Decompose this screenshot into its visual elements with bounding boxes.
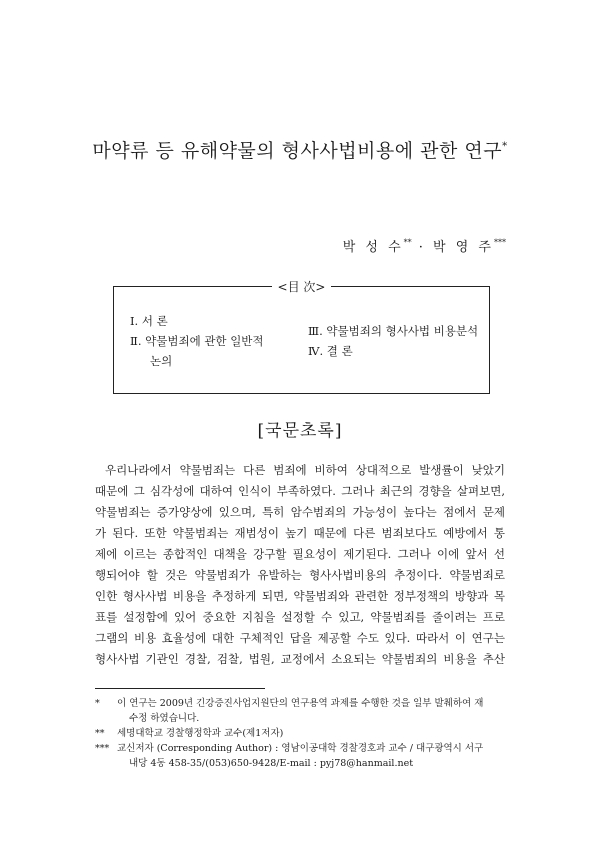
footnote-mark: *** (95, 743, 110, 754)
footnote-2 (95, 726, 515, 741)
abstract-line: 약물범죄는 증가양상에 있으며, 특히 암수범죄의 가능성이 높다는 점에서 문제 (95, 505, 505, 519)
toc-item-3: Ⅲ. 약물범죄의 형사사법 비용분석 (308, 324, 479, 338)
toc-item-4: Ⅳ. 결 론 (308, 344, 353, 358)
footnote-text: 이 연구는 2009년 긴강증진사업지원단의 연구용역 과제를 수행한 것을 일부 발췌하여 재 (117, 698, 484, 709)
abstract-line: 때문에 그 심각성에 대하여 인식이 부족하였다. 그러나 최근의 경향을 살펴보면, (95, 484, 505, 498)
abstract-line: 가 된다. 또한 약물범죄는 재범성이 높기 때문에 다른 범죄보다도 예방에서 통 (95, 526, 505, 540)
author-2-mark: *** (494, 238, 506, 247)
abstract-line: 형사사법 기관인 경찰, 검찰, 법원, 교정에서 소요되는 약물범죄의 비용을 추산 (95, 652, 505, 666)
footnote-text-cont: 내당 4동 458-35/(053)650-9428/E-mail : pyj78@hanmail.net (129, 758, 414, 769)
footnote-text: 교신저자 (Corresponding Author) : 영남이공대학 경찰경호과 교수 / 대구광역시 서구 (117, 743, 484, 754)
title-text: 마약류 등 유해약물의 형사사법비용에 관한 연구 (92, 140, 503, 162)
author-1: 박 성 수 (342, 240, 404, 255)
toc-item-2: Ⅱ. 약물범죄에 관한 일반적 (130, 334, 264, 348)
toc-heading (114, 278, 489, 295)
toc-item-2-cont: 논의 (150, 354, 173, 368)
abstract-line: 행되어야 할 것은 약물범죄가 유발하는 형사사법비용의 추정이다. 약물범죄로 (95, 568, 505, 582)
footnote-3 (95, 741, 515, 771)
abstract-line: 그램의 비용 효율성에 대한 구체적인 답을 제공할 수도 있다. 따라서 이 연구는 (95, 631, 505, 645)
footnote-1 (95, 696, 515, 726)
footnote-text: 세명대학교 경찰행정학과 교수(제1저자) (117, 728, 284, 739)
toc-item-1: Ⅰ. 서 론 (130, 314, 168, 328)
author-separator: · (411, 240, 434, 255)
abstract-heading: [국문초록] (257, 421, 343, 441)
author-1-mark: ** (403, 238, 412, 247)
paper-title (0, 136, 600, 163)
table-of-contents (113, 280, 490, 394)
author-2: 박 영 주 (433, 240, 494, 255)
title-footnote-mark: * (502, 141, 508, 152)
abstract-body (95, 460, 505, 670)
abstract-line: 제에 이르는 종합적인 대책을 강구할 필요성이 제기된다. 그러나 이에 앞서 선 (95, 547, 505, 561)
footnote-mark: ** (95, 728, 105, 739)
footnotes (95, 696, 515, 771)
abstract-line: 인한 형사사법 비용을 추정하게 되면, 약물범죄와 관련한 정부정책의 방향과 목 (95, 589, 505, 603)
abstract-line: 우리나라에서 약물범죄는 다른 범죄에 비하여 상대적으로 발생률이 낮았기 (105, 463, 505, 477)
footnote-text-cont: 수정 하였습니다. (129, 713, 200, 724)
footnote-divider (95, 688, 265, 689)
footnote-mark: * (95, 698, 100, 709)
author-line (343, 236, 506, 255)
abstract-line: 표를 설정함에 있어 중요한 지침을 설정할 수 있고, 약물범죄를 줄이려는 프로 (95, 610, 505, 624)
toc-heading-text: <目 次> (272, 280, 332, 294)
